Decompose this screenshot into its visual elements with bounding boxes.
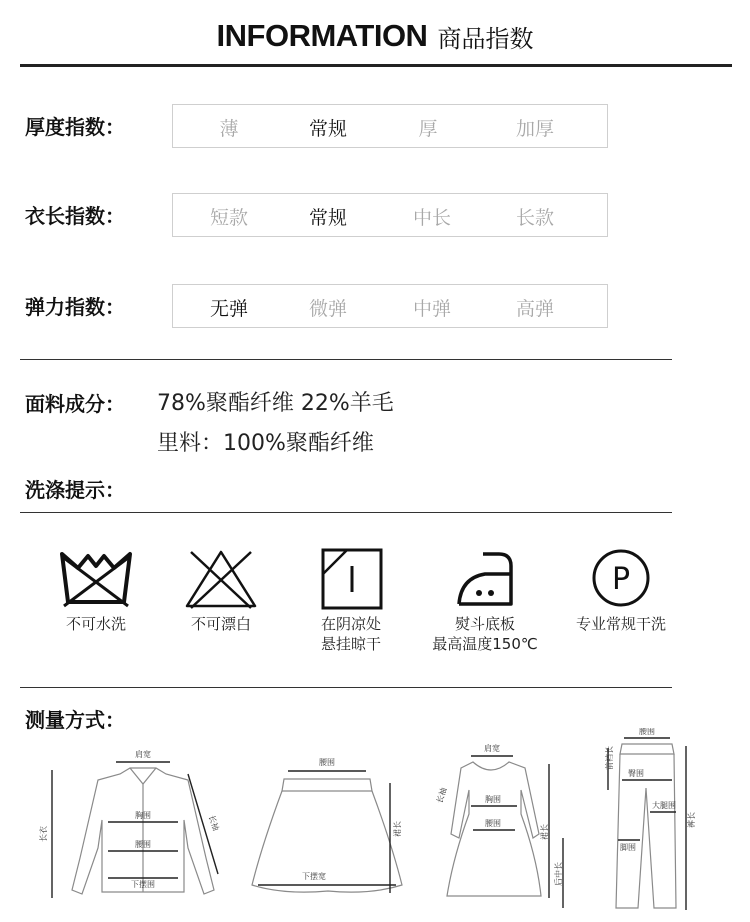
pants-thigh-label: 大腿围	[652, 801, 676, 810]
index-option: 微弹	[308, 298, 347, 320]
shirt-shoulder-label: 肩宽	[135, 750, 151, 759]
title-en: INFORMATION	[216, 18, 428, 53]
index-options-box	[172, 193, 608, 237]
section-divider	[20, 512, 672, 513]
index-option: 中弹	[412, 298, 451, 320]
dress-back-length-label: 后中长	[554, 862, 563, 886]
index-option: 短款	[209, 207, 248, 229]
dress-shoulder-label: 肩宽	[484, 744, 500, 753]
dress-chest-label: 胸围	[485, 795, 501, 804]
care-item-no-wash	[31, 548, 161, 634]
dress-sleeve-label: 长袖	[435, 786, 449, 805]
care-caption: 在阴凉处	[320, 615, 381, 633]
care-caption: 专业常规干洗	[575, 615, 666, 633]
care-caption: 不可水洗	[65, 615, 126, 633]
index-option: 厚	[418, 118, 438, 140]
no-machine-wash-icon	[56, 548, 136, 610]
shirt-outline-icon	[72, 768, 214, 894]
pants-length-label: 裤长	[687, 812, 696, 828]
dress-length-label: 裙长	[540, 824, 549, 840]
index-option: 高弹	[515, 298, 554, 320]
dress-diagram	[425, 738, 575, 918]
dry-clean-letter: P	[611, 562, 631, 597]
skirt-length-label: 裙长	[393, 821, 402, 837]
section-divider	[20, 687, 672, 688]
index-option: 长款	[515, 207, 554, 229]
index-options-box	[172, 104, 608, 148]
pants-outline-icon	[616, 744, 676, 908]
skirt-outline-icon	[252, 779, 402, 892]
shade-dry-icon	[311, 548, 391, 610]
care-item-no-bleach	[156, 548, 286, 634]
care-caption: 悬挂晾干	[320, 635, 381, 653]
index-label: 衣长指数：	[25, 204, 125, 228]
fabric-label: 面料成分：	[25, 392, 125, 416]
index-options-box	[172, 284, 608, 328]
page-header	[0, 18, 750, 68]
skirt-diagram	[244, 745, 414, 915]
measurement-label: 测量方式：	[25, 708, 125, 732]
pants-diagram	[588, 728, 700, 918]
no-bleach-icon	[181, 548, 261, 610]
dry-clean-icon	[581, 548, 661, 610]
lining-composition: 里料：100%聚酯纤维	[157, 431, 374, 456]
pants-waist-label: 腰围	[639, 728, 655, 736]
index-option: 中长	[412, 207, 451, 229]
index-label: 弹力指数：	[25, 295, 125, 319]
shirt-chest-label: 胸围	[135, 811, 151, 820]
washing-label: 洗涤提示：	[25, 478, 125, 502]
dress-waist-label: 腰围	[485, 819, 501, 828]
index-option-selected: 无弹	[209, 298, 248, 320]
index-option: 薄	[219, 118, 239, 140]
shirt-waist-label: 腰围	[135, 840, 151, 849]
fabric-composition: 78%聚酯纤维 22%羊毛	[157, 391, 394, 416]
dress-outline-icon	[447, 762, 541, 896]
care-item-shade-dry	[286, 548, 416, 654]
care-item-dry-clean	[556, 548, 686, 634]
pants-hip-label: 臀围	[628, 769, 644, 778]
index-label: 厚度指数：	[25, 115, 125, 139]
care-caption: 不可漂白	[190, 615, 251, 633]
skirt-hem-label: 下摆宽	[302, 872, 326, 881]
care-item-iron	[420, 548, 550, 654]
shirt-length-label: 长衣	[39, 826, 48, 842]
pants-rise-label: 前裆长	[605, 746, 614, 770]
skirt-waist-label: 腰围	[319, 758, 335, 767]
index-option-selected: 常规	[308, 118, 347, 140]
shirt-sleeve-label: 长袖	[206, 814, 221, 833]
care-caption: 熨斗底板	[454, 615, 515, 633]
iron-icon	[445, 548, 525, 610]
shirt-diagram	[38, 740, 238, 915]
pants-hem-label: 脚围	[620, 843, 636, 852]
title-cn: 商品指数	[437, 24, 534, 53]
shirt-hem-label: 下摆围	[131, 880, 155, 889]
care-caption: 最高温度150℃	[432, 635, 538, 653]
header-divider	[20, 64, 732, 67]
index-option: 加厚	[515, 118, 554, 140]
section-divider	[20, 359, 672, 360]
index-option-selected: 常规	[308, 207, 347, 229]
